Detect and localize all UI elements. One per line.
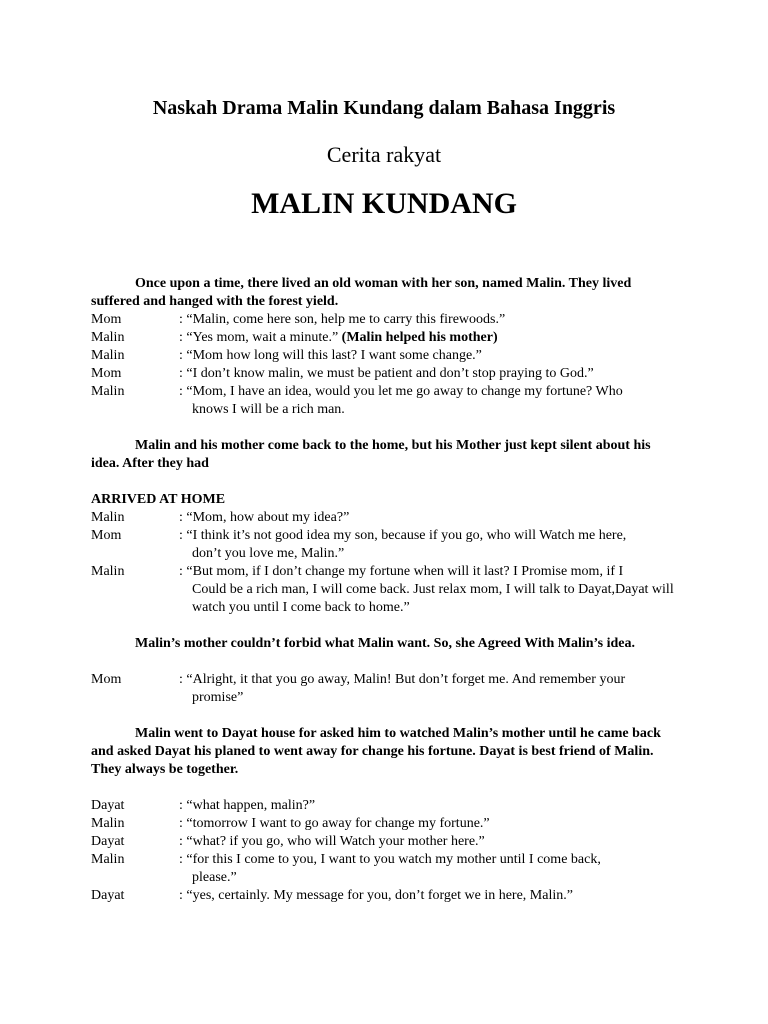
speech-text-main: : “But mom, if I don’t change my fortune when will it last? I Promise mom, if I	[179, 564, 624, 579]
dialogue-line	[91, 311, 681, 329]
speaker-name: Malin	[91, 384, 125, 399]
speech-text	[91, 527, 681, 545]
scene-heading: ARRIVED AT HOME	[91, 492, 226, 507]
speech-text	[91, 797, 681, 815]
document-title: Naskah Drama Malin Kundang dalam Bahasa Inggris	[152, 97, 616, 119]
dialogue-line	[91, 815, 681, 833]
speech-continuation: knows I will be a rich man.	[192, 402, 345, 417]
speaker-name: Mom	[91, 672, 122, 687]
speech-text-main: : “I don’t know malin, we must be patient and don’t stop praying to God.”	[179, 366, 594, 381]
speech-text-main: : “what happen, malin?”	[179, 798, 316, 813]
speech-continuation: promise”	[192, 690, 244, 705]
speech-text	[91, 383, 681, 401]
dialogue-line	[91, 383, 681, 419]
dialogue-line	[91, 833, 681, 851]
speech-continuation: please.”	[192, 870, 237, 885]
speech-text-main: : “Mom, I have an idea, would you let me go away to change my fortune? Who	[179, 384, 623, 399]
narration-paragraph: Malin’s mother couldn’t forbid what Malin want. So, she Agreed With Malin’s idea.	[135, 636, 636, 651]
speech-text	[91, 851, 681, 869]
document-subtitle: Cerita rakyat	[326, 142, 442, 167]
speaker-name: Malin	[91, 510, 125, 525]
speaker-name: Malin	[91, 816, 125, 831]
script-body	[91, 275, 681, 905]
speaker-name: Mom	[91, 312, 122, 327]
speech-text	[91, 509, 681, 527]
speech-text-main: : “Malin, come here son, help me to carry this firewoods.”	[179, 312, 506, 327]
speaker-name: Malin	[91, 348, 125, 363]
speech-text-main: : “Alright, it that you go away, Malin! But don’t forget me. And remember your	[179, 672, 626, 687]
dialogue-line	[91, 329, 681, 347]
speech-text-main: : “Mom, how about my idea?”	[179, 510, 350, 525]
speech-text	[91, 365, 681, 383]
speaker-name: Mom	[91, 366, 122, 381]
speaker-name: Mom	[91, 528, 122, 543]
spacer	[91, 707, 681, 725]
speech-text-main: : “Yes mom, wait a minute.”	[179, 330, 339, 345]
speech-text	[91, 671, 681, 689]
speech-text	[91, 329, 681, 347]
speech-text	[91, 833, 681, 851]
spacer	[91, 473, 681, 491]
dialogue-line	[91, 797, 681, 815]
stage-direction: (Malin helped his mother)	[338, 330, 498, 345]
speaker-name: Malin	[91, 330, 125, 345]
speaker-name: Dayat	[91, 834, 125, 849]
speech-text-main: : “yes, certainly. My message for you, don’t forget we in here, Malin.”	[179, 888, 573, 903]
dialogue-line	[91, 887, 681, 905]
speech-text	[91, 563, 681, 581]
dialogue-line	[91, 527, 681, 563]
speaker-name: Dayat	[91, 798, 125, 813]
spacer	[91, 653, 681, 671]
dialogue-line	[91, 509, 681, 527]
speech-text-main: : “I think it’s not good idea my son, because if you go, who will Watch me here,	[179, 528, 627, 543]
speech-text-main: : “tomorrow I want to go away for change my fortune.”	[179, 816, 490, 831]
speech-text-main: : “Mom how long will this last? I want some change.”	[179, 348, 482, 363]
speech-text-main: : “what? if you go, who will Watch your mother here.”	[179, 834, 485, 849]
dialogue-line	[91, 365, 681, 383]
dialogue-line	[91, 563, 681, 617]
narration-paragraph: Malin and his mother come back to the home, but his Mother just kept silent about his idea. After they had	[91, 438, 651, 471]
narration-paragraph: Once upon a time, there lived an old woman with her son, named Malin. They lived suffered and hanged with the forest yield.	[91, 276, 632, 309]
speaker-name: Malin	[91, 852, 125, 867]
speaker-name: Dayat	[91, 888, 125, 903]
spacer	[91, 419, 681, 437]
spacer	[91, 617, 681, 635]
narration-paragraph: Malin went to Dayat house for asked him to watched Malin’s mother until he came back and asked Dayat his planed to went away for change his fortune. Dayat is best friend of Malin. They always be together.	[91, 726, 661, 777]
speaker-name: Malin	[91, 564, 125, 579]
speech-text	[91, 815, 681, 833]
speech-continuation: Could be a rich man, I will come back. Just relax mom, I will talk to Dayat,Dayat will watch you until I come back to home.”	[192, 582, 674, 615]
speech-text	[91, 347, 681, 365]
spacer	[91, 779, 681, 797]
dialogue-line	[91, 671, 681, 707]
speech-text	[91, 311, 681, 329]
speech-continuation: don’t you love me, Malin.”	[192, 546, 345, 561]
dialogue-line	[91, 347, 681, 365]
story-heading: MALIN KUNDANG	[251, 187, 517, 220]
dialogue-line	[91, 851, 681, 887]
speech-text	[91, 887, 681, 905]
speech-text-main: : “for this I come to you, I want to you watch my mother until I come back,	[179, 852, 601, 867]
